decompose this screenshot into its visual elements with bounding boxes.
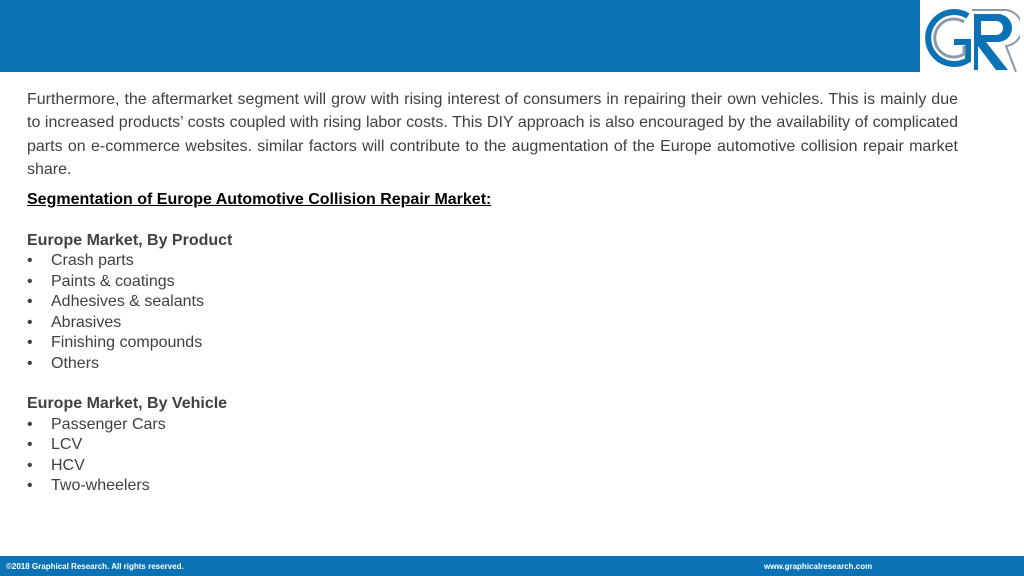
gr-logo-icon bbox=[924, 2, 1020, 74]
list-item: • LCV bbox=[27, 435, 958, 456]
bullet-icon: • bbox=[27, 252, 33, 270]
bullet-icon: • bbox=[27, 313, 33, 331]
bullet-icon: • bbox=[27, 293, 33, 311]
bullet-icon: • bbox=[27, 436, 33, 454]
bullet-icon: • bbox=[27, 272, 33, 290]
product-section-heading: Europe Market, By Product bbox=[27, 231, 233, 249]
footer-website-link[interactable]: www.graphicalresearch.com bbox=[764, 562, 873, 571]
bullet-icon: • bbox=[27, 456, 33, 474]
bullet-icon: • bbox=[27, 477, 33, 495]
vehicle-list bbox=[27, 415, 958, 497]
list-item: • Abrasives bbox=[27, 313, 958, 334]
intro-paragraph: Furthermore, the aftermarket segment will grow with rising interest of consumers in repairing their own vehicles. This is mainly due to increased products’ costs coupled with rising labor costs. This DIY approach is also encouraged by the availability of complicated parts on e-commerce websites. similar factors will contribute to the augmentation of the Europe automotive collision repair market share. bbox=[27, 91, 958, 179]
bullet-icon: • bbox=[27, 354, 33, 372]
list-item: • Finishing compounds bbox=[27, 333, 958, 354]
segmentation-title: Segmentation of Europe Automotive Collision Repair Market: bbox=[27, 190, 492, 208]
top-banner bbox=[0, 0, 1024, 72]
footer-copyright: ©2018 Graphical Research. All rights reserved. bbox=[6, 562, 184, 571]
footer-bar bbox=[0, 556, 1024, 576]
list-item: • Passenger Cars bbox=[27, 415, 958, 436]
list-item: • Crash parts bbox=[27, 251, 958, 272]
vehicle-section-heading: Europe Market, By Vehicle bbox=[27, 395, 228, 413]
product-list bbox=[27, 251, 958, 374]
list-item: • Paints & coatings bbox=[27, 272, 958, 293]
bullet-icon: • bbox=[27, 334, 33, 352]
list-item: • HCV bbox=[27, 456, 958, 477]
list-item: • Adhesives & sealants bbox=[27, 292, 958, 313]
bullet-icon: • bbox=[27, 415, 33, 433]
main-content bbox=[27, 88, 958, 497]
logo-container bbox=[920, 0, 1024, 76]
list-item: • Two-wheelers bbox=[27, 476, 958, 497]
list-item: • Others bbox=[27, 354, 958, 375]
